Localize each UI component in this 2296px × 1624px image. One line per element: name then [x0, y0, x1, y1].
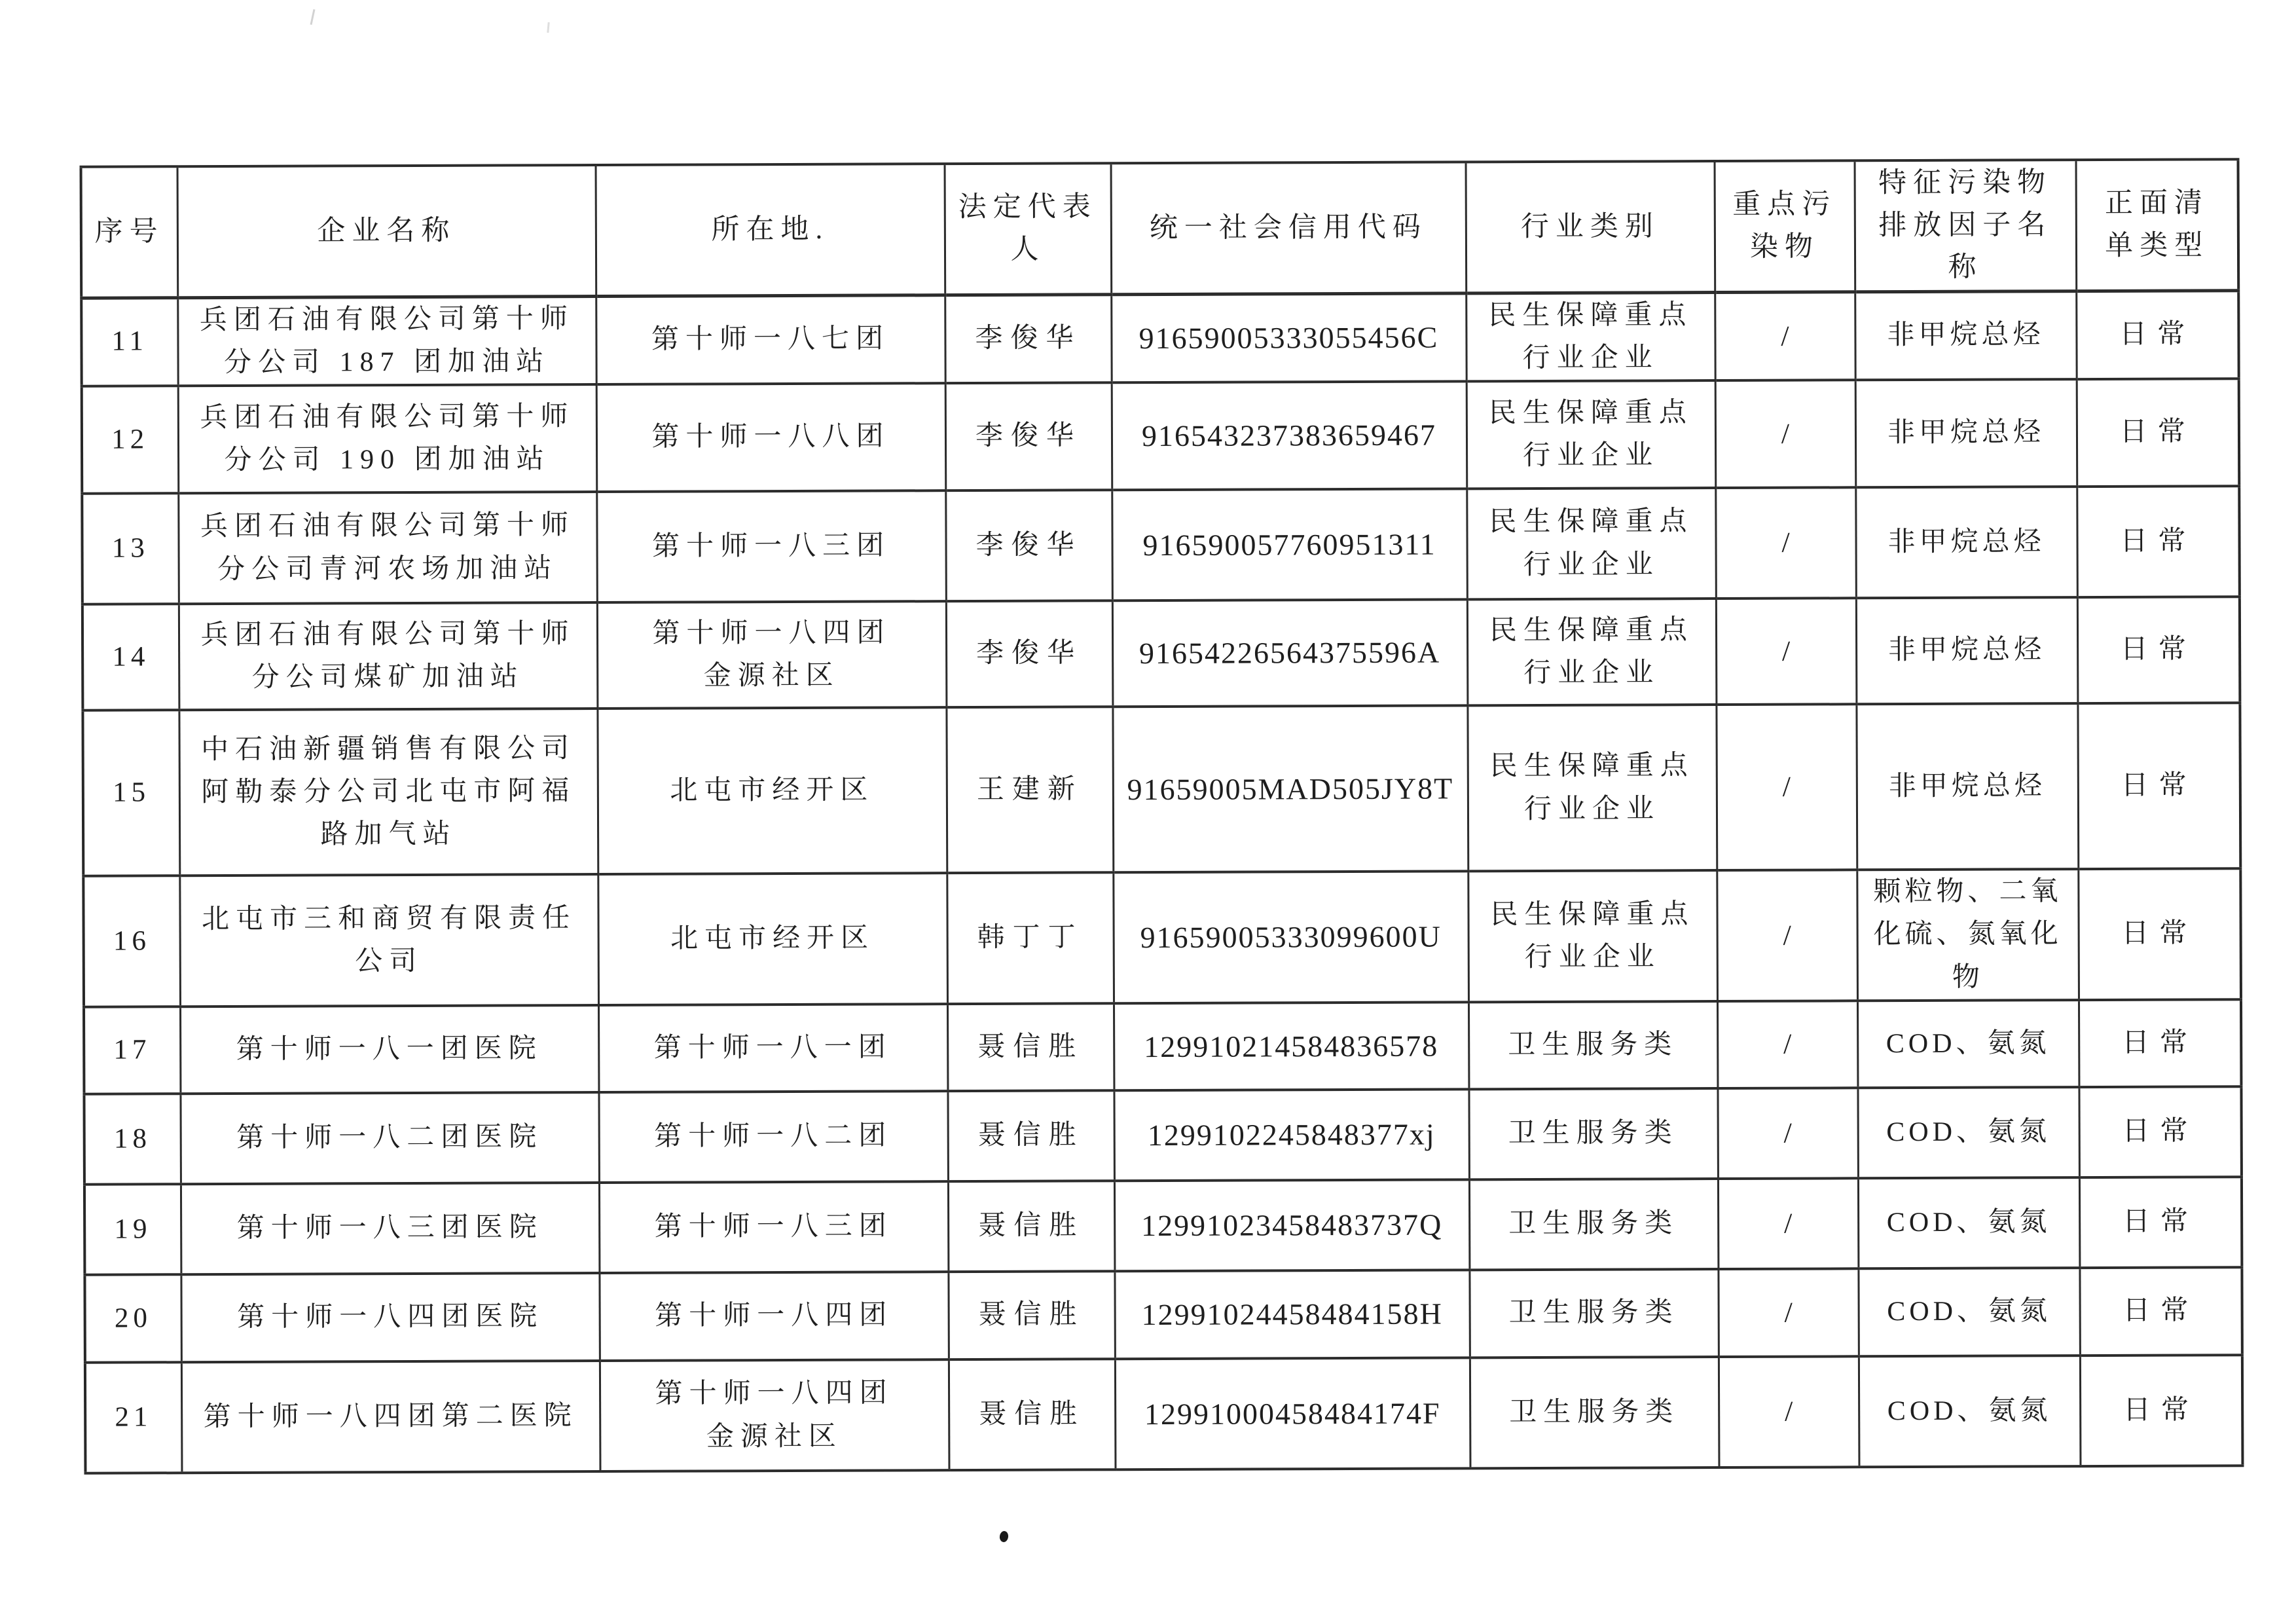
cell-company-name: 第十师一八二团医院 — [180, 1092, 598, 1184]
cell-list-type: 日常 — [2079, 999, 2241, 1087]
table-row — [82, 486, 2240, 604]
cell-index: 17 — [84, 1006, 180, 1094]
col-header-index: 序号 — [81, 166, 178, 298]
cell-list-type: 日常 — [2080, 1355, 2243, 1466]
table-row — [81, 290, 2238, 386]
cell-location: 北屯市经开区 — [598, 873, 947, 1005]
cell-key-pollutants: / — [1715, 380, 1856, 488]
cell-industry-category: 民生保障重点 行业企业 — [1466, 292, 1715, 381]
table-body — [81, 290, 2242, 1473]
cell-pollutant-factor: 非甲烷总烃 — [1855, 487, 2077, 598]
col-header-industry-category: 行业类别 — [1466, 161, 1715, 293]
cell-key-pollutants: / — [1717, 1001, 1857, 1088]
cell-credit-code: 12991024458484158H — [1114, 1270, 1469, 1359]
cell-credit-code: 916543237383659467 — [1112, 381, 1467, 490]
cell-location: 第十师一八四团 — [599, 1272, 948, 1361]
cell-industry-category: 民生保障重点 行业企业 — [1467, 488, 1716, 599]
cell-company-name: 兵团石油有限公司第十师 分公司 187 团加油站 — [177, 296, 596, 386]
cell-list-type: 日常 — [2078, 868, 2241, 1000]
cell-list-type: 日常 — [2077, 378, 2240, 487]
cell-location: 第十师一八二团 — [598, 1091, 947, 1183]
col-header-legal-representative: 法定代表 人 — [945, 163, 1112, 295]
cell-company-name: 中石油新疆销售有限公司 阿勒泰分公司北屯市阿福 路加气站 — [179, 709, 598, 876]
cell-list-type: 日常 — [2077, 703, 2240, 869]
cell-location: 第十师一八四团 金源社区 — [600, 1359, 949, 1471]
cell-list-type: 日常 — [2077, 597, 2240, 703]
cell-credit-code: 1299102245848377xj — [1114, 1089, 1468, 1181]
col-header-company-name: 企业名称 — [177, 165, 596, 297]
table-row — [85, 1355, 2243, 1473]
cell-pollutant-factor: 非甲烷总烃 — [1856, 703, 2078, 870]
cell-key-pollutants: / — [1717, 1088, 1857, 1179]
cell-index: 13 — [82, 493, 179, 604]
cell-pollutant-factor: 非甲烷总烃 — [1855, 379, 2077, 487]
cell-location: 第十师一八三团 — [599, 1181, 948, 1273]
cell-location: 第十师一八一团 — [598, 1004, 947, 1092]
cell-index: 21 — [85, 1362, 182, 1473]
cell-index: 19 — [84, 1184, 181, 1275]
cell-legal-representative: 李俊华 — [945, 382, 1112, 490]
cell-industry-category: 民生保障重点 行业企业 — [1467, 380, 1716, 489]
cell-legal-representative: 韩丁丁 — [947, 872, 1114, 1004]
cell-list-type: 日常 — [2076, 290, 2238, 379]
cell-industry-category: 卫生服务类 — [1468, 1088, 1717, 1179]
cell-legal-representative: 聂信胜 — [947, 1003, 1114, 1091]
cell-legal-representative: 聂信胜 — [949, 1359, 1116, 1470]
cell-list-type: 日常 — [2079, 1086, 2241, 1177]
cell-company-name: 第十师一八三团医院 — [181, 1183, 599, 1274]
table-row — [84, 1267, 2242, 1363]
cell-key-pollutants: / — [1716, 598, 1857, 705]
cell-index: 20 — [84, 1274, 181, 1363]
cell-legal-representative: 聂信胜 — [947, 1090, 1114, 1181]
scan-artifact-dot — [999, 1530, 1009, 1543]
table-header-row — [81, 159, 2239, 298]
cell-location: 第十师一八七团 — [596, 295, 945, 384]
cell-pollutant-factor: 非甲烷总烃 — [1855, 291, 2076, 380]
cell-index: 15 — [82, 710, 179, 876]
cell-index: 18 — [84, 1094, 180, 1185]
table-row — [84, 1086, 2241, 1185]
cell-company-name: 兵团石油有限公司第十师 分公司青河农场加油站 — [178, 492, 597, 604]
cell-list-type: 日常 — [2079, 1267, 2242, 1356]
cell-industry-category: 民生保障重点 行业企业 — [1467, 705, 1717, 871]
scan-artifact-speck — [310, 9, 316, 25]
col-header-key-pollutants: 重点污 染物 — [1715, 160, 1855, 292]
enterprise-positive-list-table-wrap — [80, 158, 2244, 1475]
cell-location: 北屯市经开区 — [597, 707, 947, 874]
table-row — [83, 868, 2241, 1007]
cell-legal-representative: 王建新 — [946, 707, 1113, 873]
table-row — [82, 703, 2240, 876]
cell-credit-code: 91654226564375596A — [1112, 599, 1468, 707]
cell-credit-code: 91659005333055456C — [1111, 293, 1466, 382]
cell-key-pollutants: / — [1715, 291, 1855, 380]
cell-pollutant-factor: 非甲烷总烃 — [1856, 597, 2078, 704]
cell-location: 第十师一八三团 — [596, 490, 946, 602]
cell-pollutant-factor: COD、氨氮 — [1857, 1000, 2079, 1088]
cell-company-name: 第十师一八一团医院 — [180, 1005, 598, 1094]
cell-key-pollutants: / — [1718, 1268, 1858, 1357]
cell-pollutant-factor: COD、氨氮 — [1858, 1268, 2079, 1356]
cell-company-name: 北屯市三和商贸有限责任 公司 — [179, 874, 598, 1006]
cell-credit-code: 91659005333099600U — [1113, 871, 1468, 1003]
cell-key-pollutants: / — [1718, 1178, 1858, 1269]
cell-key-pollutants: / — [1715, 487, 1856, 599]
col-header-list-type: 正面清 单类型 — [2076, 159, 2239, 291]
cell-industry-category: 卫生服务类 — [1469, 1179, 1718, 1270]
cell-key-pollutants: / — [1719, 1356, 1859, 1467]
enterprise-positive-list-table — [80, 158, 2244, 1475]
cell-industry-category: 卫生服务类 — [1469, 1269, 1718, 1357]
table-row — [82, 378, 2240, 494]
cell-company-name: 兵团石油有限公司第十师 分公司煤矿加油站 — [179, 602, 598, 710]
cell-pollutant-factor: 颗粒物、二氧 化硫、氮氧化 物 — [1857, 869, 2079, 1001]
cell-legal-representative: 李俊华 — [946, 600, 1113, 707]
cell-credit-code: 12991000458484174F — [1115, 1357, 1470, 1469]
cell-legal-representative: 聂信胜 — [948, 1181, 1114, 1272]
col-header-credit-code: 统一社会信用代码 — [1111, 162, 1467, 294]
cell-legal-representative: 李俊华 — [945, 294, 1111, 383]
cell-credit-code: 916590057760951311 — [1112, 489, 1467, 600]
cell-pollutant-factor: COD、氨氮 — [1859, 1356, 2081, 1467]
cell-location: 第十师一八四团 金源社区 — [597, 601, 947, 709]
col-header-pollutant-factor-name: 特征污染物 排放因子名 称 — [1855, 160, 2077, 291]
cell-company-name: 第十师一八四团第二医院 — [181, 1361, 600, 1473]
cell-credit-code: 91659005MAD505JY8T — [1112, 705, 1468, 872]
cell-key-pollutants: / — [1716, 704, 1857, 870]
cell-pollutant-factor: COD、氨氮 — [1857, 1087, 2079, 1178]
cell-industry-category: 民生保障重点 行业企业 — [1467, 599, 1717, 705]
cell-industry-category: 卫生服务类 — [1470, 1357, 1719, 1468]
table-row — [82, 597, 2240, 710]
cell-list-type: 日常 — [2077, 486, 2240, 597]
cell-industry-category: 卫生服务类 — [1468, 1001, 1717, 1089]
cell-key-pollutants: / — [1717, 870, 1857, 1001]
cell-company-name: 第十师一八四团医院 — [181, 1273, 599, 1362]
cell-legal-representative: 李俊华 — [945, 490, 1112, 601]
cell-credit-code: 12991023458483737Q — [1114, 1179, 1469, 1271]
cell-list-type: 日常 — [2079, 1177, 2242, 1268]
cell-company-name: 兵团石油有限公司第十师 分公司 190 团加油站 — [178, 384, 597, 493]
cell-index: 11 — [81, 297, 177, 386]
cell-pollutant-factor: COD、氨氮 — [1858, 1177, 2079, 1268]
cell-index: 14 — [82, 604, 179, 710]
cell-index: 12 — [82, 386, 179, 494]
table-header — [81, 159, 2239, 298]
cell-index: 16 — [83, 876, 180, 1007]
cell-industry-category: 民生保障重点 行业企业 — [1468, 870, 1717, 1002]
table-row — [84, 1177, 2242, 1275]
col-header-location: 所在地. — [596, 164, 945, 296]
scan-artifact-speck — [547, 22, 549, 33]
cell-legal-representative: 聂信胜 — [948, 1271, 1114, 1359]
cell-location: 第十师一八八团 — [596, 383, 946, 492]
table-row — [84, 999, 2241, 1094]
cell-credit-code: 129910214584836578 — [1114, 1002, 1468, 1090]
